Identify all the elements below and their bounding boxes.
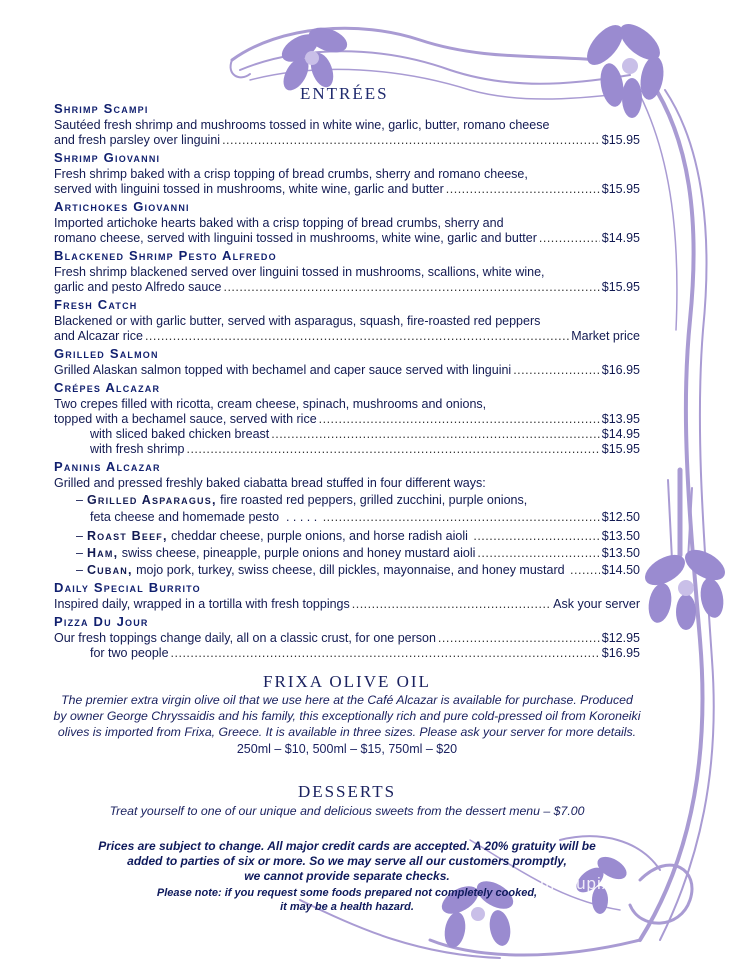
item-price: $16.95 (601, 363, 640, 377)
notes-line-5: it may be a health hazard. (280, 901, 414, 913)
panini-price: $13.50 (601, 529, 640, 543)
item-description: with fresh shrimp (90, 442, 185, 456)
watermark: menupix (540, 874, 612, 893)
item-price: $14.95 (601, 231, 640, 245)
leader-dots (319, 412, 600, 427)
leader-dots (477, 546, 599, 561)
panini-description: feta cheese and homemade pesto . . . . . (90, 510, 321, 524)
item-line (54, 118, 640, 133)
item-description: for two people (90, 646, 169, 660)
item-title: Shrimp Giovanni (54, 150, 161, 165)
item-price: $15.95 (601, 133, 640, 147)
leader-dots (352, 597, 551, 612)
item-title: Daily Special Burrito (54, 580, 201, 595)
panini-line (76, 529, 640, 544)
item-title: Crépes Alcazar (54, 380, 161, 395)
item-line (54, 476, 640, 491)
item-price: $15.95 (601, 182, 640, 196)
item-description: Grilled and pressed freshly baked ciabatta bread stuffed in four different ways: (54, 476, 486, 490)
leader-dots (513, 363, 600, 378)
item-line (90, 442, 640, 457)
item-line (90, 427, 640, 442)
item-line (54, 329, 640, 344)
item-description: and Alcazar rice (54, 329, 143, 343)
item-price: $15.95 (601, 280, 640, 294)
item-description: garlic and pesto Alfredo sauce (54, 280, 222, 294)
item-line (54, 412, 640, 427)
panini-line (76, 546, 640, 561)
olive-oil-desc-2: by owner George Chryssaidis and his family, this exceptionally rich and pure cold-pressed oil from Koroneiki (53, 709, 641, 723)
leader-dots (223, 280, 599, 295)
leader-dots (271, 427, 600, 442)
leader-dots (570, 563, 600, 578)
item-price: $15.95 (601, 442, 640, 456)
leader-dots (145, 329, 569, 344)
item-line (54, 314, 640, 329)
item-line (54, 231, 640, 246)
olive-oil-desc-3: olives is imported from Frixa, Greece. It is available in three sizes. Please ask your server for more details. (57, 725, 637, 739)
panini-line (90, 510, 640, 525)
item-line (90, 646, 640, 661)
item-description: Sautéed fresh shrimp and mushrooms tossed in white wine, garlic, butter, romano cheese (54, 118, 550, 132)
panini-dash: – (76, 563, 83, 577)
panini-line (76, 493, 640, 508)
item-title: Shrimp Scampi (54, 101, 149, 116)
item-description: Imported artichoke hearts baked with a crisp topping of bread crumbs, sherry and (54, 216, 504, 230)
item-title: Artichokes Giovanni (54, 199, 190, 214)
item-line (54, 597, 640, 612)
panini-name: Cuban, (86, 563, 133, 577)
item-description: topped with a bechamel sauce, served with rice (54, 412, 317, 426)
item-line (54, 182, 640, 197)
leader-dots (438, 631, 600, 646)
panini-description: swiss cheese, pineapple, purple onions and honey mustard aioli (118, 546, 476, 560)
item-line (54, 167, 640, 182)
olive-oil-desc-1: The premier extra virgin olive oil that we use here at the Café Alcazar is available for purchase. Produced (61, 693, 633, 707)
item-description: Inspired daily, wrapped in a tortilla with fresh toppings (54, 597, 350, 611)
item-description: romano cheese, served with linguini tossed in mushrooms, white wine, garlic and butter (54, 231, 537, 245)
leader-dots (473, 529, 599, 544)
item-price: $14.95 (601, 427, 640, 441)
item-price: $16.95 (601, 646, 640, 660)
panini-description: cheddar cheese, purple onions, and horse radish aioli (167, 529, 472, 543)
panini-dash: – (76, 546, 83, 560)
item-title: Grilled Salmon (54, 346, 159, 361)
item-price: Market price (571, 329, 640, 343)
item-description: Fresh shrimp blackened served over linguini tossed in mushrooms, scallions, white wine, (54, 265, 545, 279)
item-line (54, 216, 640, 231)
leader-dots (186, 442, 599, 457)
item-description: Our fresh toppings change daily, all on a classic crust, for one person (54, 631, 436, 645)
notes-line-4: Please note: if you request some foods prepared not completely cooked, (156, 887, 538, 899)
panini-name: Grilled Asparagus, (86, 493, 217, 507)
item-line (54, 397, 640, 412)
item-title: Blackened Shrimp Pesto Alfredo (54, 248, 277, 263)
notes-line-2: added to parties of six or more. So we may serve all our customers promptly, (127, 854, 567, 868)
item-line (54, 280, 640, 295)
leader-dots (171, 646, 600, 661)
item-price: Ask your server (553, 597, 640, 611)
panini-price: $12.50 (601, 510, 640, 524)
panini-description: mojo pork, turkey, swiss cheese, dill pickles, mayonnaise, and honey mustard (132, 563, 569, 577)
desserts-desc: Treat yourself to one of our unique and delicious sweets from the dessert menu – $7.00 (109, 804, 585, 818)
item-title: Paninis Alcazar (54, 459, 161, 474)
item-description: Blackened or with garlic butter, served with asparagus, squash, fire-roasted red peppers (54, 314, 541, 328)
leader-dots (446, 182, 600, 197)
panini-name: Ham, (86, 546, 119, 560)
item-line (54, 631, 640, 646)
item-line (54, 133, 640, 148)
olive-oil-sizes: 250ml – $10, 500ml – $15, 750ml – $20 (236, 742, 458, 756)
notes-line-1: Prices are subject to change. All major credit cards are accepted. A 20% gratuity will be (98, 839, 596, 853)
item-price: $13.95 (601, 412, 640, 426)
item-description: Fresh shrimp baked with a crisp topping of bread crumbs, sherry and romano cheese, (54, 167, 528, 181)
panini-dash: – (76, 529, 83, 543)
item-price: $12.95 (601, 631, 640, 645)
olive-oil-heading: FRIXA OLIVE OIL (263, 672, 431, 691)
panini-price: $13.50 (601, 546, 640, 560)
leader-dots (539, 231, 600, 246)
entrees-heading: ENTRÉES (300, 84, 389, 103)
item-description: and fresh parsley over linguini (54, 133, 221, 147)
panini-description: fire roasted red peppers, grilled zucchini, purple onions, (216, 493, 528, 507)
item-line (54, 363, 640, 378)
panini-dash: – (76, 493, 83, 507)
panini-line (76, 563, 640, 578)
item-line (54, 265, 640, 280)
leader-dots (323, 510, 600, 525)
desserts-heading: DESSERTS (297, 782, 397, 801)
item-description: Grilled Alaskan salmon topped with bechamel and caper sauce served with linguini (54, 363, 512, 377)
item-title: Pizza Du Jour (54, 614, 149, 629)
leader-dots (222, 133, 600, 148)
panini-price: $14.50 (601, 563, 640, 577)
panini-name: Roast Beef, (86, 529, 168, 543)
item-title: Fresh Catch (54, 297, 138, 312)
notes-line-3: we cannot provide separate checks. (244, 869, 450, 883)
item-description: with sliced baked chicken breast (90, 427, 270, 441)
item-description: served with linguini tossed in mushrooms, white wine, garlic and butter (54, 182, 444, 196)
item-description: Two crepes filled with ricotta, cream cheese, spinach, mushrooms and onions, (54, 397, 487, 411)
